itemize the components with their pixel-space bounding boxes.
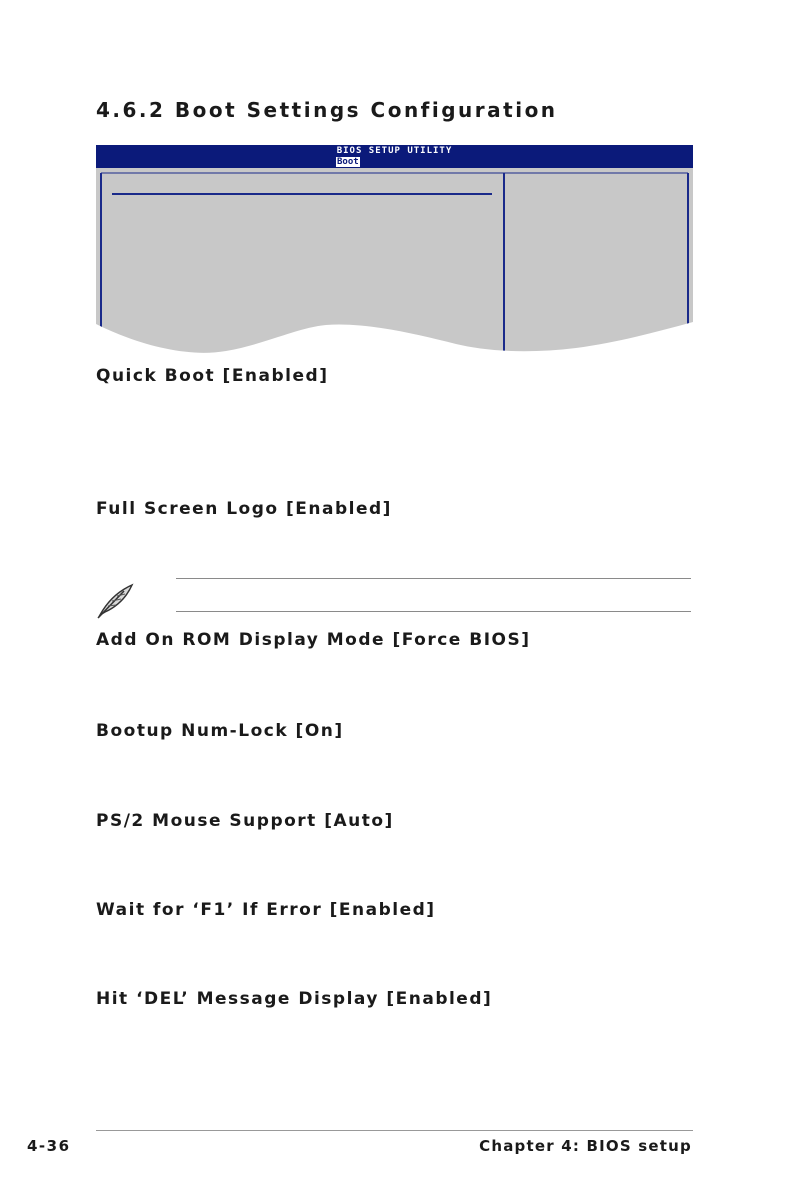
note-top-rule (176, 578, 691, 579)
item-heading-wait-for-f1: Wait for ‘F1’ If Error [Enabled] (96, 900, 436, 920)
footer-rule (96, 1130, 693, 1131)
bios-panel-frame (96, 168, 693, 355)
item-heading-quick-boot: Quick Boot [Enabled] (96, 366, 329, 386)
bios-title: BIOS SETUP UTILITY (336, 146, 453, 156)
bios-header-bar (96, 145, 693, 168)
bios-panel (96, 168, 693, 355)
page-number: 4-36 (27, 1137, 71, 1155)
bios-tab-boot: Boot (337, 157, 359, 167)
item-heading-ps2-mouse-support: PS/2 Mouse Support [Auto] (96, 811, 394, 831)
bios-screenshot (96, 145, 693, 355)
item-heading-full-screen-logo: Full Screen Logo [Enabled] (96, 499, 392, 519)
item-heading-bootup-num-lock: Bootup Num-Lock [On] (96, 721, 344, 741)
section-title: 4.6.2 Boot Settings Configuration (96, 98, 558, 122)
item-heading-add-on-rom-display-mode: Add On ROM Display Mode [Force BIOS] (96, 630, 531, 650)
feather-quill-icon (92, 582, 136, 620)
note-bottom-rule (176, 611, 691, 612)
chapter-title: Chapter 4: BIOS setup (479, 1137, 692, 1155)
item-heading-hit-del-message: Hit ‘DEL’ Message Display [Enabled] (96, 989, 493, 1009)
